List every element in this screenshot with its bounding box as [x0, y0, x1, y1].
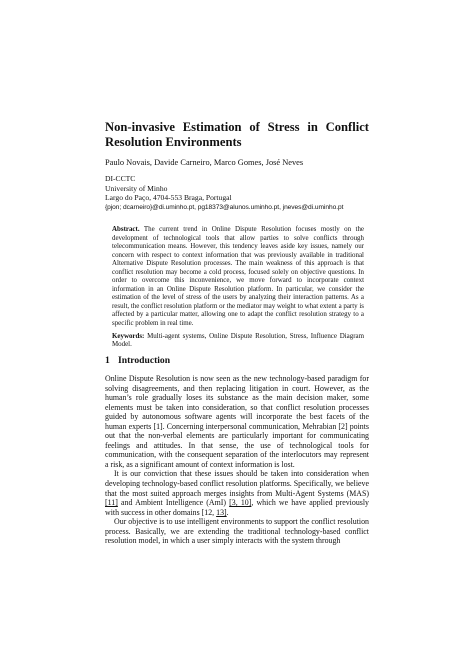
affiliation-address: Largo do Paço, 4704-553 Braga, Portugal [105, 193, 232, 203]
author-list: Paulo Novais, Davide Carneiro, Marco Gomes, José Neves [105, 158, 304, 167]
citation-link[interactable]: [11] [105, 498, 118, 508]
abstract-label: Abstract. [112, 225, 140, 233]
body-paragraph-2-mid: and Ambient Intelligence (AmI) [121, 498, 226, 508]
body-paragraph-2-text: It is our conviction that these issues should be taken into consideration when developing technology-based conflict resolution platforms. Specifically, we believe that the most suited approach merges insights from Multi-Agent Systems (MAS) [105, 469, 369, 498]
section-heading [105, 355, 369, 367]
body-paragraph-1: Online Dispute Resolution is now seen as the new technology-based paradigm for solving disagreements, and then replacing litigation in court. However, as the human’s role gradually loses its substance as the main decision maker, some elements must be taken into consideration, so that conflict resolution processes guided by autonomous software agents will incorporate the best facets of the human experts [1]. Concerning interpersonal communication, Mehrabian [2] points out that the non-verbal elements are particularly important for communicating feelings and attitudes. In that sense, the use of technological tools for communication, with the consequent separation of the interlocutors may represent a risk, as a significant amount of context information is lost. [105, 374, 369, 469]
body-paragraph-3: Our objective is to use intelligent environments to support the conflict resolution process. Basically, we are extending the traditional technology-based conflict resolution model, in which a user simply interacts with the system through [105, 517, 369, 546]
abstract-paragraph [112, 225, 364, 328]
affiliation-emails: {pjon; dcarneiro}@di.uminho.pt, pg18373@alunos.uminho.pt, jneves@di.uminho.pt [105, 203, 344, 211]
body-paragraph-2-end: , which we have applied previously with success in other domains [12, [105, 498, 369, 517]
abstract-block [112, 225, 364, 349]
body-text [105, 374, 369, 546]
section-number: 1 [105, 355, 110, 366]
body-paragraph-2-tail: . [226, 507, 229, 517]
paper-title: Non-invasive Estimation of Stress in Conflict Resolution Environments [105, 120, 369, 149]
section-title: Introduction [118, 355, 171, 366]
citation-link[interactable]: 13] [216, 507, 227, 517]
citation-link[interactable]: [3, 10] [229, 498, 252, 508]
affiliation-block [105, 174, 369, 212]
keywords-paragraph [112, 332, 364, 349]
keywords-text: Multi-agent systems, Online Dispute Resolution, Stress, Influence Diagram Model. [112, 331, 364, 349]
affiliation-university: University of Minho [105, 183, 168, 193]
affiliation-dept: DI-CCTC [105, 174, 136, 183]
body-paragraph-2 [105, 469, 369, 517]
abstract-text: The current trend in Online Dispute Resolution focuses mostly on the development of technological tools that allow parties to solve conflicts through telecommunication means. However, this tendency leaves aside key issues, namely our concern with respect to context information that was previously available in traditional Alternative Dispute Resolution processes. The main weakness of this approach is that conflict resolution may become a cold process, focused solely on objective questions. In order to overcome this inconvenience, we move forward to incorporate context information in an Online Dispute Resolution platform. In particular, we consider the estimation of the level of stress of the users by analyzing their interaction patterns. As a result, the conflict resolution platform or the mediator may weight to what extent a party is affected by a particular matter, allowing one to adapt the conflict resolution strategy to a specific problem in real time. [112, 225, 365, 328]
keywords-label: Keywords: [112, 331, 145, 340]
